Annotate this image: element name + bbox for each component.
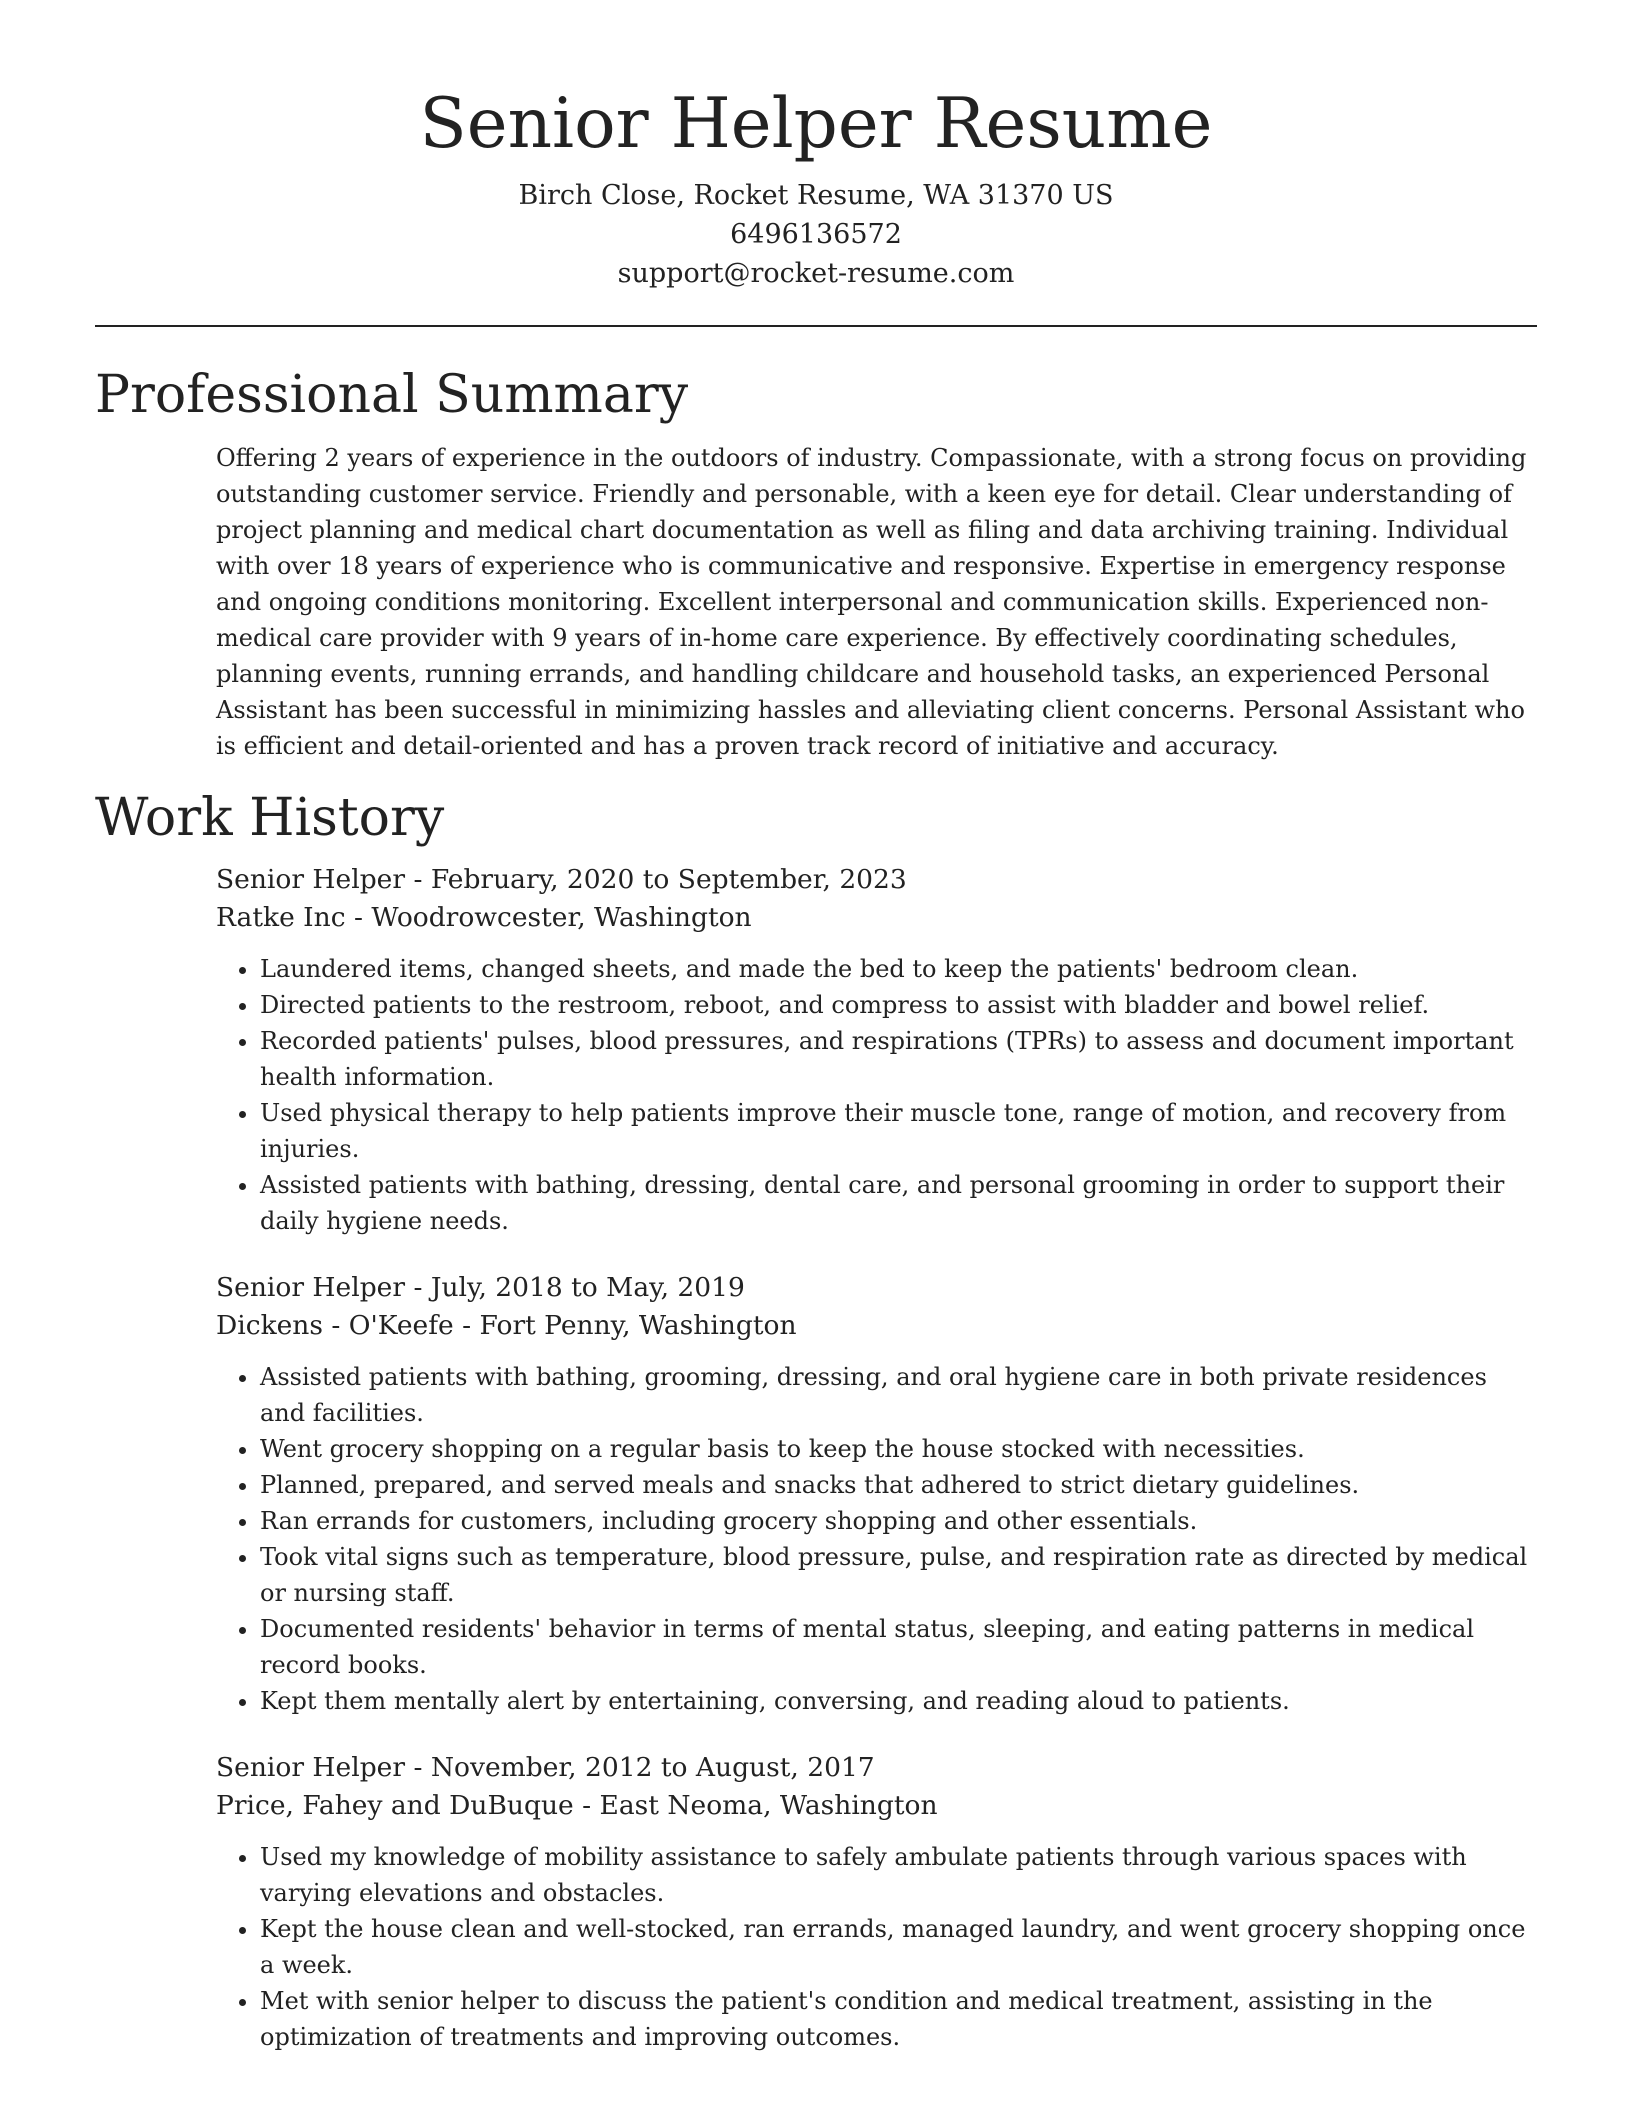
job-company: Dickens - O'Keefe (216, 1310, 454, 1342)
job-title-line: Senior Helper - November, 2012 to August, 2017 (216, 1752, 875, 1784)
summary-heading: Professional Summary (95, 365, 689, 426)
job-dates: November, 2012 to August, 2017 (430, 1752, 875, 1784)
job-bullet: • Recorded patients' pulses, blood pressures, and respirations (TPRs) to assess and document important health information. (260, 1023, 1537, 1095)
job-title: Senior Helper (216, 864, 406, 896)
job-bullet: • Planned, prepared, and served meals and snacks that adhered to strict dietary guidelines. (260, 1467, 1537, 1503)
resume-title: Senior Helper Resume (419, 84, 1213, 164)
job-bullets (216, 951, 1537, 1239)
summary-text: Offering 2 years of experience in the outdoors of industry. Compassionate, with a strong focus on providing outstanding customer service. Friendly and personable, with a keen eye for detail. Clear understanding of project planning and medical chart documentation as well as filing and data archiving training. Individual with over 18 years of experience who is communicative and responsive. Expertise in emergency response and ongoing conditions monitoring. Excellent interpersonal and communication skills. Experienced non-medical care provider with 9 years of in-home care experience. By effectively coordinating schedules, planning events, running errands, and handling childcare and household tasks, an experienced Personal Assistant has been successful in minimizing hassles and alleviating client concerns. Personal Assistant who is efficient and detail-oriented and has a proven track record of initiative and accuracy. (216, 444, 1527, 761)
work-history-heading: Work History (95, 788, 445, 849)
job-bullet: • Assisted patients with bathing, dressing, dental care, and personal grooming in order to support their daily hygiene needs. (260, 1167, 1537, 1239)
job-bullet: • Took vital signs such as temperature, blood pressure, pulse, and respiration rate as directed by medical or nursing staff. (260, 1539, 1537, 1611)
email-text: support@rocket-resume.com (617, 258, 1015, 290)
job-title: Senior Helper (216, 1752, 406, 1784)
job-bullet: • Assisted patients with bathing, grooming, dressing, and oral hygiene care in both private residences and facilities. (260, 1359, 1537, 1431)
address-text: Birch Close, Rocket Resume, WA 31370 US (518, 180, 1114, 212)
job-entry (216, 1749, 1537, 2055)
job-entry (216, 1269, 1537, 1719)
job-company: Price, Fahey and DuBuque (216, 1790, 574, 1822)
job-bullet: • Went grocery shopping on a regular basis to keep the house stocked with necessities. (260, 1431, 1537, 1467)
job-bullets (216, 1359, 1537, 1719)
job-bullet: • Documented residents' behavior in terms of mental status, sleeping, and eating patterns in medical record books. (260, 1611, 1537, 1683)
job-title-line: Senior Helper - July, 2018 to May, 2019 (216, 1272, 745, 1304)
job-bullet: • Ran errands for customers, including grocery shopping and other essentials. (260, 1503, 1537, 1539)
job-company: Ratke Inc (216, 902, 346, 934)
job-bullet: • Kept the house clean and well-stocked, ran errands, managed laundry, and went grocery shopping once a week. (260, 1911, 1537, 1983)
resume-page (95, 0, 1537, 2055)
job-entry (216, 861, 1537, 1239)
job-title-line: Senior Helper - February, 2020 to September, 2023 (216, 864, 907, 896)
job-location: Fort Penny, Washington (479, 1310, 797, 1342)
job-bullet: • Kept them mentally alert by entertaining, conversing, and reading aloud to patients. (260, 1683, 1537, 1719)
header-divider (95, 325, 1537, 327)
job-bullet: • Met with senior helper to discuss the patient's condition and medical treatment, assisting in the optimization of treatments and improving outcomes. (260, 1983, 1537, 2055)
phone-text: 6496136572 (730, 219, 902, 251)
job-bullet: • Laundered items, changed sheets, and made the bed to keep the patients' bedroom clean. (260, 951, 1537, 987)
job-company-line: Price, Fahey and DuBuque - East Neoma, Washington (216, 1790, 938, 1822)
job-dates: July, 2018 to May, 2019 (430, 1272, 745, 1304)
job-bullet: • Directed patients to the restroom, reboot, and compress to assist with bladder and bowel relief. (260, 987, 1537, 1023)
job-location: East Neoma, Washington (599, 1790, 938, 1822)
job-location: Woodrowcester, Washington (371, 902, 752, 934)
job-title: Senior Helper (216, 1272, 406, 1304)
contact-block (95, 176, 1537, 293)
job-bullet: • Used my knowledge of mobility assistance to safely ambulate patients through various spaces with varying elevations and obstacles. (260, 1839, 1537, 1911)
jobs-list (216, 861, 1537, 2055)
job-company-line: Dickens - O'Keefe - Fort Penny, Washington (216, 1310, 797, 1342)
job-dates: February, 2020 to September, 2023 (430, 864, 907, 896)
job-company-line: Ratke Inc - Woodrowcester, Washington (216, 902, 752, 934)
job-bullet: • Used physical therapy to help patients improve their muscle tone, range of motion, and recovery from injuries. (260, 1095, 1537, 1167)
job-bullets (216, 1839, 1537, 2055)
